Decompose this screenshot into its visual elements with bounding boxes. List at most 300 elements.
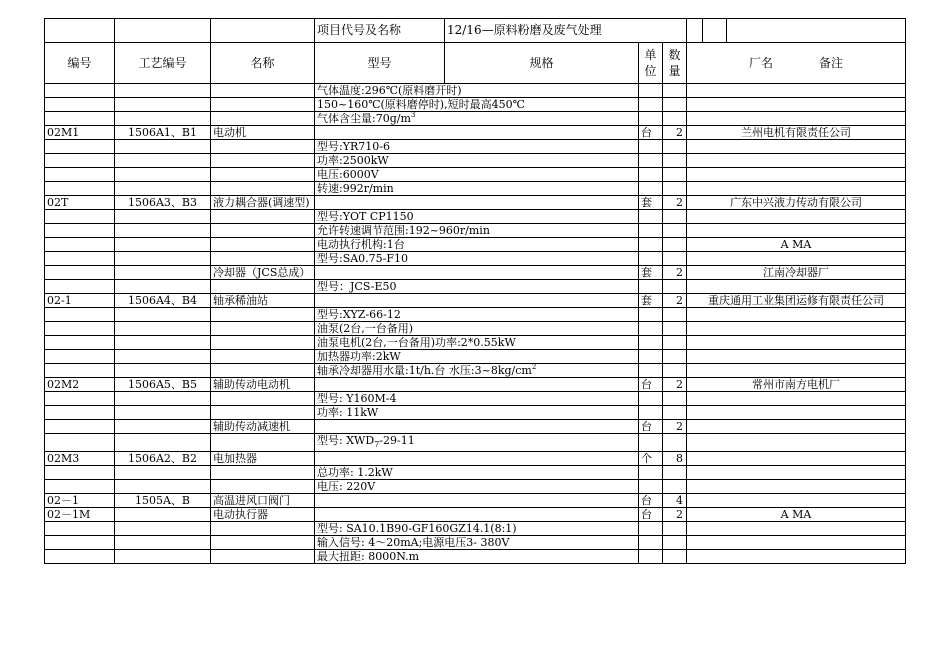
- cell-maker: 常州市南方电机厂: [687, 378, 906, 392]
- cell-unit: [639, 140, 663, 154]
- table-row: [45, 508, 906, 522]
- table-row: [45, 280, 906, 294]
- table-row: [45, 294, 906, 308]
- cell-spec: [315, 452, 639, 466]
- cell-spec: [315, 238, 639, 252]
- cell-no: [45, 364, 115, 378]
- cell-name: [211, 308, 315, 322]
- cell-maker: [687, 466, 906, 480]
- cell-spec: [315, 154, 639, 168]
- cell-process-no: [115, 392, 211, 406]
- cell-no: [45, 308, 115, 322]
- col-header-unit-1: 单: [644, 48, 657, 62]
- cell-unit: [639, 406, 663, 420]
- cell-spec: [315, 182, 639, 196]
- cell-qty: [663, 154, 687, 168]
- cell-no: [45, 280, 115, 294]
- cell-name: 冷却器（JCS总成）: [211, 266, 315, 280]
- header-row-project: [45, 19, 906, 43]
- cell-spec: [315, 322, 639, 336]
- cell-unit: [639, 252, 663, 266]
- cell-process-no: [115, 84, 211, 98]
- table-row: [45, 196, 906, 210]
- cell-unit: [639, 308, 663, 322]
- col-header-name: 名称: [211, 43, 315, 84]
- col-header-remark: 备注: [819, 55, 844, 70]
- cell-unit: [639, 224, 663, 238]
- cell-qty: [663, 336, 687, 350]
- cell-spec: [315, 350, 639, 364]
- cell-qty: [663, 522, 687, 536]
- cell-process-no: [115, 168, 211, 182]
- cell-spec: [315, 98, 639, 112]
- table-row: [45, 154, 906, 168]
- cell-maker: [687, 434, 906, 452]
- cell-name: [211, 536, 315, 550]
- cell-spec-text: 型号: XWD: [317, 434, 375, 447]
- cell-spec: [315, 112, 639, 126]
- cell-unit: 个: [639, 452, 663, 466]
- cell-maker: [687, 420, 906, 434]
- cell-maker: [687, 336, 906, 350]
- cell-spec-text: 功率:2500kW: [317, 154, 389, 167]
- cell-maker: [687, 84, 906, 98]
- header-cell-empty-4: [687, 19, 703, 43]
- cell-spec: [315, 84, 639, 98]
- project-label: 项目代号及名称: [315, 19, 445, 43]
- cell-process-no: [115, 322, 211, 336]
- cell-qty: [663, 536, 687, 550]
- cell-maker: A MA: [687, 238, 906, 252]
- cell-qty: [663, 466, 687, 480]
- cell-unit: [639, 434, 663, 452]
- cell-spec: [315, 210, 639, 224]
- col-header-unit: [639, 43, 663, 84]
- cell-qty: 2: [663, 420, 687, 434]
- cell-unit: [639, 168, 663, 182]
- cell-no: 02-1: [45, 294, 115, 308]
- cell-qty: 2: [663, 294, 687, 308]
- cell-no: [45, 536, 115, 550]
- cell-unit: [639, 336, 663, 350]
- cell-unit: [639, 522, 663, 536]
- cell-spec-text: 型号: Y160M-4: [317, 392, 397, 405]
- cell-spec-text: 型号：JCS-E50: [317, 280, 397, 293]
- cell-qty: [663, 140, 687, 154]
- header-cell-empty-2: [115, 19, 211, 43]
- cell-name: [211, 154, 315, 168]
- cell-qty: [663, 182, 687, 196]
- cell-qty: 4: [663, 494, 687, 508]
- cell-spec-text: 型号: SA10.1B90-GF160GZ14.1(8:1): [317, 522, 517, 536]
- cell-unit: [639, 550, 663, 564]
- cell-unit: [639, 364, 663, 378]
- cell-name: 轴承稀油站: [211, 294, 315, 308]
- cell-name: [211, 466, 315, 480]
- cell-spec-text: 油泵(2台,一台备用): [317, 322, 414, 335]
- table-row: [45, 480, 906, 494]
- cell-unit: 台: [639, 378, 663, 392]
- cell-unit: 台: [639, 494, 663, 508]
- table-row: [45, 140, 906, 154]
- cell-spec: [315, 336, 639, 350]
- cell-spec: [315, 420, 639, 434]
- col-header-unit-2: 位: [644, 64, 657, 78]
- cell-spec-text: 电压:6000V: [317, 168, 379, 181]
- cell-no: [45, 480, 115, 494]
- cell-qty: 2: [663, 266, 687, 280]
- cell-spec-superscript: 2: [531, 363, 537, 371]
- cell-spec: [315, 280, 639, 294]
- cell-spec-subscript: 7: [374, 440, 380, 450]
- table-row: [45, 252, 906, 266]
- table-row: [45, 392, 906, 406]
- cell-process-no: [115, 154, 211, 168]
- cell-spec-text: 最大扭距: 8000N.m: [317, 550, 420, 564]
- cell-unit: [639, 322, 663, 336]
- equipment-table: [44, 18, 906, 564]
- cell-process-no: [115, 280, 211, 294]
- cell-unit: [639, 350, 663, 364]
- cell-spec: [315, 508, 639, 522]
- cell-process-no: [115, 98, 211, 112]
- cell-name: [211, 392, 315, 406]
- cell-qty: [663, 224, 687, 238]
- cell-qty: 2: [663, 126, 687, 140]
- cell-spec-text: 总功率: 1.2kW: [317, 466, 393, 480]
- cell-no: [45, 224, 115, 238]
- table-row: [45, 406, 906, 420]
- cell-qty: [663, 308, 687, 322]
- cell-no: [45, 434, 115, 452]
- table-row: [45, 522, 906, 536]
- cell-process-no: [115, 224, 211, 238]
- cell-process-no: [115, 336, 211, 350]
- cell-no: [45, 168, 115, 182]
- cell-name: [211, 238, 315, 252]
- cell-name: [211, 98, 315, 112]
- cell-spec: [315, 252, 639, 266]
- cell-no: [45, 406, 115, 420]
- cell-name: [211, 210, 315, 224]
- cell-unit: [639, 84, 663, 98]
- cell-unit: [639, 466, 663, 480]
- cell-no: 02M3: [45, 452, 115, 466]
- table-row: [45, 536, 906, 550]
- cell-no: [45, 112, 115, 126]
- project-value: 12/16—原料粉磨及废气处理: [445, 19, 687, 43]
- cell-name: 高温进风口阀门: [211, 494, 315, 508]
- cell-maker: [687, 406, 906, 420]
- cell-spec: [315, 434, 639, 452]
- cell-maker: [687, 112, 906, 126]
- cell-spec-text: 电动执行机构:1台: [317, 238, 405, 251]
- cell-spec: [315, 494, 639, 508]
- cell-qty: [663, 112, 687, 126]
- cell-maker: A MA: [687, 508, 906, 522]
- col-header-model: 型号: [315, 43, 445, 84]
- cell-spec-text: 气体含尘量:70g/m: [317, 112, 411, 125]
- cell-process-no: [115, 140, 211, 154]
- cell-maker: [687, 210, 906, 224]
- cell-spec: [315, 480, 639, 494]
- cell-maker: [687, 522, 906, 536]
- col-header-maker: 厂名: [748, 55, 773, 70]
- cell-process-no: [115, 238, 211, 252]
- cell-name: 电动执行器: [211, 508, 315, 522]
- cell-maker: [687, 308, 906, 322]
- cell-name: 辅助传动电动机: [211, 378, 315, 392]
- cell-qty: [663, 210, 687, 224]
- table-row: [45, 84, 906, 98]
- cell-unit: [639, 280, 663, 294]
- cell-maker: 重庆通用工业集团运修有限责任公司: [687, 294, 906, 308]
- cell-unit: [639, 480, 663, 494]
- cell-qty: [663, 364, 687, 378]
- table-row: [45, 336, 906, 350]
- col-header-spec: 规格: [445, 43, 639, 84]
- cell-process-no: [115, 210, 211, 224]
- cell-spec-text: 油泵电机(2台,一台备用)功率:2*0.55kW: [317, 336, 516, 349]
- cell-process-no: [115, 266, 211, 280]
- cell-process-no: [115, 308, 211, 322]
- cell-maker: [687, 550, 906, 564]
- cell-spec: [315, 126, 639, 140]
- cell-qty: [663, 238, 687, 252]
- cell-no: 02－1M: [45, 508, 115, 522]
- cell-process-no: [115, 182, 211, 196]
- cell-spec: [315, 364, 639, 378]
- cell-qty: [663, 434, 687, 452]
- cell-name: [211, 406, 315, 420]
- cell-name: [211, 224, 315, 238]
- cell-no: [45, 350, 115, 364]
- cell-unit: [639, 536, 663, 550]
- cell-maker: [687, 98, 906, 112]
- cell-name: [211, 182, 315, 196]
- cell-spec: [315, 522, 639, 536]
- cell-process-no: 1506A1、B1: [115, 126, 211, 140]
- cell-qty: 2: [663, 196, 687, 210]
- cell-qty: [663, 392, 687, 406]
- cell-qty: 2: [663, 508, 687, 522]
- cell-spec: [315, 168, 639, 182]
- cell-name: 电动机: [211, 126, 315, 140]
- table-row: [45, 378, 906, 392]
- cell-name: [211, 350, 315, 364]
- cell-no: [45, 238, 115, 252]
- cell-qty: [663, 350, 687, 364]
- header-cell-empty-1: [45, 19, 115, 43]
- cell-no: [45, 182, 115, 196]
- table-row: [45, 434, 906, 452]
- cell-process-no: [115, 508, 211, 522]
- cell-no: [45, 466, 115, 480]
- cell-no: [45, 322, 115, 336]
- cell-spec: [315, 550, 639, 564]
- cell-unit: [639, 154, 663, 168]
- cell-spec-text: 型号:YR710-6: [317, 140, 390, 153]
- table-row: [45, 112, 906, 126]
- cell-name: [211, 280, 315, 294]
- cell-name: [211, 112, 315, 126]
- cell-qty: [663, 98, 687, 112]
- cell-unit: [639, 238, 663, 252]
- cell-spec: [315, 140, 639, 154]
- cell-maker: [687, 252, 906, 266]
- header-cell-empty-3: [211, 19, 315, 43]
- table-row: [45, 308, 906, 322]
- cell-spec: [315, 308, 639, 322]
- cell-maker: [687, 364, 906, 378]
- cell-qty: [663, 280, 687, 294]
- cell-no: [45, 140, 115, 154]
- table-row: [45, 494, 906, 508]
- cell-maker: [687, 280, 906, 294]
- cell-no: 02M2: [45, 378, 115, 392]
- cell-maker: [687, 154, 906, 168]
- header-cell-empty-5: [703, 19, 727, 43]
- cell-spec: [315, 406, 639, 420]
- cell-process-no: 1506A3、B3: [115, 196, 211, 210]
- cell-name: [211, 322, 315, 336]
- col-header-no: 编号: [45, 43, 115, 84]
- cell-no: 02－1: [45, 494, 115, 508]
- cell-qty: [663, 480, 687, 494]
- table-row: [45, 168, 906, 182]
- cell-spec: [315, 266, 639, 280]
- cell-unit: 台: [639, 126, 663, 140]
- cell-process-no: 1506A2、B2: [115, 452, 211, 466]
- table-row: [45, 452, 906, 466]
- table-row: [45, 182, 906, 196]
- cell-unit: [639, 210, 663, 224]
- col-header-maker-remark: [687, 43, 906, 84]
- cell-no: 02M1: [45, 126, 115, 140]
- cell-maker: [687, 480, 906, 494]
- cell-unit: [639, 182, 663, 196]
- cell-maker: [687, 452, 906, 466]
- cell-process-no: [115, 350, 211, 364]
- cell-process-no: [115, 550, 211, 564]
- cell-spec-text: 气体温度:296℃(原料磨开时): [317, 84, 462, 97]
- cell-name: [211, 364, 315, 378]
- table-body: [45, 84, 906, 564]
- cell-spec: [315, 536, 639, 550]
- cell-spec-text: 功率: 11kW: [317, 406, 379, 419]
- cell-unit: 套: [639, 294, 663, 308]
- col-header-qty: [663, 43, 687, 84]
- cell-spec-text: 150~160℃(原料磨停时),短时最高450℃: [317, 98, 525, 111]
- table-row: [45, 98, 906, 112]
- cell-qty: [663, 550, 687, 564]
- col-header-qty-2: 量: [668, 64, 681, 78]
- cell-maker: 兰州电机有限责任公司: [687, 126, 906, 140]
- cell-name: 辅助传动减速机: [211, 420, 315, 434]
- cell-no: [45, 252, 115, 266]
- cell-maker: 广东中兴液力传动有限公司: [687, 196, 906, 210]
- cell-maker: [687, 536, 906, 550]
- cell-process-no: [115, 522, 211, 536]
- table-row: [45, 126, 906, 140]
- cell-maker: [687, 224, 906, 238]
- cell-maker: [687, 140, 906, 154]
- cell-spec-text: 允许转速调节范围:192~960r/min: [317, 224, 490, 237]
- cell-qty: [663, 168, 687, 182]
- cell-maker: [687, 350, 906, 364]
- cell-no: [45, 392, 115, 406]
- header-cell-empty-6: [727, 19, 906, 43]
- cell-name: [211, 434, 315, 452]
- cell-no: 02T: [45, 196, 115, 210]
- cell-process-no: [115, 112, 211, 126]
- cell-spec-text: 加热器功率:2kW: [317, 350, 401, 363]
- cell-maker: [687, 392, 906, 406]
- cell-qty: [663, 252, 687, 266]
- cell-process-no: [115, 406, 211, 420]
- cell-name: [211, 252, 315, 266]
- cell-unit: 套: [639, 196, 663, 210]
- table-row: [45, 224, 906, 238]
- cell-maker: [687, 182, 906, 196]
- cell-spec: [315, 466, 639, 480]
- cell-name: [211, 522, 315, 536]
- table-row: [45, 238, 906, 252]
- cell-no: [45, 210, 115, 224]
- cell-name: [211, 336, 315, 350]
- table-row: [45, 350, 906, 364]
- cell-unit: 台: [639, 508, 663, 522]
- cell-name: [211, 168, 315, 182]
- cell-process-no: [115, 252, 211, 266]
- table-row: [45, 466, 906, 480]
- cell-process-no: 1505A、B: [115, 494, 211, 508]
- cell-no: [45, 266, 115, 280]
- cell-no: [45, 420, 115, 434]
- cell-maker: [687, 168, 906, 182]
- cell-process-no: [115, 480, 211, 494]
- header-row-columns: [45, 43, 906, 84]
- cell-spec: [315, 294, 639, 308]
- cell-spec: [315, 378, 639, 392]
- cell-process-no: [115, 364, 211, 378]
- cell-process-no: 1506A5、B5: [115, 378, 211, 392]
- cell-name: [211, 480, 315, 494]
- cell-maker: 江南冷却器厂: [687, 266, 906, 280]
- cell-qty: 2: [663, 378, 687, 392]
- col-header-qty-1: 数: [668, 48, 681, 62]
- cell-spec-text: 电压: 220V: [317, 480, 376, 494]
- cell-no: [45, 84, 115, 98]
- cell-spec-text: 型号:XYZ-66-12: [317, 308, 401, 321]
- table-row: [45, 550, 906, 564]
- cell-unit: 套: [639, 266, 663, 280]
- cell-spec-text: 轴承冷却器用水量:1t/h.台 水压:3~8kg/cm: [317, 364, 532, 377]
- cell-no: [45, 522, 115, 536]
- cell-spec: [315, 392, 639, 406]
- cell-no: [45, 98, 115, 112]
- table-row: [45, 266, 906, 280]
- table-row: [45, 364, 906, 378]
- col-header-process-no: 工艺编号: [115, 43, 211, 84]
- cell-no: [45, 336, 115, 350]
- table-row: [45, 210, 906, 224]
- cell-name: [211, 84, 315, 98]
- cell-spec: [315, 196, 639, 210]
- cell-process-no: [115, 420, 211, 434]
- cell-name: [211, 550, 315, 564]
- cell-spec: [315, 224, 639, 238]
